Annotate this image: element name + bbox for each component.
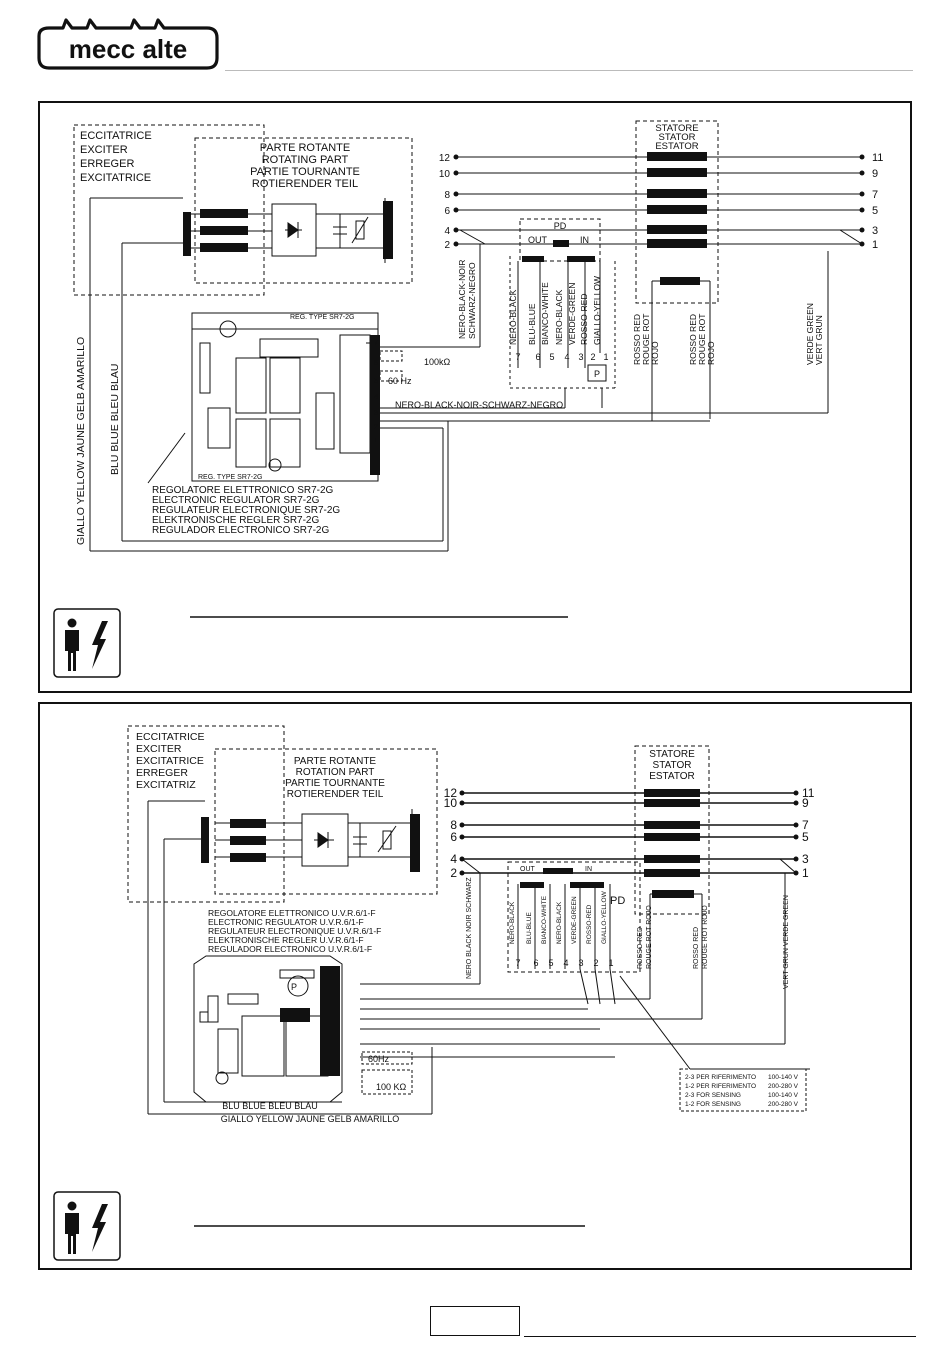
pd2-wire-5: ROSSO-RED	[586, 904, 593, 944]
reg-term-1: 1	[373, 436, 379, 445]
pd2-num-2: 2	[593, 958, 599, 968]
stator-label-0: STATORE	[655, 123, 699, 134]
terminal-1: 1	[872, 239, 879, 251]
rotating2-label-2: PARTIE TOURNANTE	[285, 778, 385, 789]
sensing-range-3: 200-280 V	[768, 1101, 798, 1108]
sensing-range-2: 100-140 V	[768, 1092, 798, 1099]
reg-type-bottom: REG. TYPE SR7-2G	[198, 474, 263, 481]
terminal-9: 9	[872, 168, 879, 180]
regulator2-label-1: ELECTRONIC REGULATOR U.V.R.6/1-F	[208, 917, 364, 927]
pot-label: 100kΩ	[424, 357, 451, 367]
rosso2-2: ROJO	[706, 341, 716, 365]
blu-wire-label: BLU BLUE BLEU BLAU	[109, 363, 121, 475]
terminal2-3: 3	[802, 852, 809, 866]
terminal2-11: 11	[802, 786, 815, 800]
reg-term-5: 5	[373, 376, 379, 385]
verde-0: VERDE GREEN	[805, 303, 815, 365]
regulator2-label-0: REGOLATORE ELETTRONICO U.V.R.6/1-F	[208, 908, 376, 918]
pd-in-label: IN	[580, 235, 589, 245]
vert-label: VERT GRUN VERDE GREEN	[783, 895, 790, 989]
giallo2-label: GIALLO YELLOW JAUNE GELB AMARILLO	[220, 1114, 400, 1124]
regulator-label-3: ELEKTRONISCHE REGLER SR7-2G	[152, 515, 320, 526]
rotating2-label-0: PARTE ROTANTE	[293, 756, 377, 767]
terminal-4: 4	[444, 226, 450, 237]
verde-1: VERT GRUN	[814, 315, 824, 365]
nero-black-noir-2: NERO BLACK NOIR SCHWARZ	[466, 877, 473, 979]
electrical-hazard-icon	[54, 609, 120, 677]
reg-term-2: 2	[373, 422, 379, 431]
exciter2-label-0: ECCITATRICE	[136, 731, 205, 743]
rosso2-a-0: ROSSO RED	[637, 926, 644, 969]
pd-num-3: 3	[578, 352, 584, 362]
regulator-label-2: REGULATEUR ELECTRONIQUE SR7-2G	[152, 505, 341, 516]
exciter-label-0: ECCITATRICE	[80, 130, 152, 142]
header-rule	[225, 70, 913, 71]
terminal2-9: 9	[802, 796, 809, 810]
pd2-num-3: 3	[578, 958, 584, 968]
page-number-box	[430, 1306, 520, 1336]
regulator2-label-2: REGULATEUR ELECTRONIQUE U.V.R.6/1-F	[208, 926, 382, 936]
rosso1-1: ROUGE ROT	[641, 313, 651, 365]
pd-out-label: OUT	[528, 235, 547, 245]
terminal-5: 5	[872, 205, 879, 217]
terminal2-7: 7	[802, 818, 809, 832]
pd2-out-label: OUT	[520, 866, 535, 873]
pd2-num-4: 4	[563, 958, 569, 968]
sensing-pins-3: 1-2 FOR SENSING	[685, 1101, 741, 1108]
pd2-wire-6: GIALLO-YELLOW	[601, 891, 608, 944]
exciter-label-2: ERREGER	[80, 158, 135, 170]
terminal2-4: 4	[450, 852, 457, 866]
stator-label-2: ESTATOR	[655, 141, 699, 152]
terminal2-5: 5	[802, 830, 809, 844]
sensing-range-1: 200-280 V	[768, 1083, 798, 1090]
pd-num-4: 4	[564, 352, 570, 362]
brand-name: mecc alte	[68, 34, 188, 64]
nero-black-noir-1: SCHWARZ-NEGRO	[467, 262, 477, 339]
terminal-12: 12	[438, 153, 450, 164]
rotating-label-1: ROTATING PART	[261, 154, 349, 166]
sensing-pins-2: 2-3 FOR SENSING	[685, 1092, 741, 1099]
regulator-label-4: REGULADOR ELECTRONICO SR7-2G	[152, 525, 330, 536]
pd2-wire-2: BIANCO-WHITE	[541, 895, 548, 944]
terminal-8: 8	[444, 190, 450, 201]
pd-wire-3: NERO-BLACK	[554, 289, 564, 345]
hz2-label: 60Hz	[368, 1054, 390, 1064]
stator2-label-0: STATORE	[649, 749, 695, 760]
rosso2-b-0: ROSSO RED	[693, 926, 700, 969]
regulator-label-0: REGOLATORE ELETTRONICO SR7-2G	[152, 485, 334, 496]
pd-wire-5: ROSSO-RED	[579, 293, 589, 345]
exciter2-label-3: ERREGER	[136, 767, 188, 779]
pd2-num-5: 5	[548, 958, 554, 968]
blu2-label: BLU BLUE BLEU BLAU	[222, 1101, 318, 1111]
rosso2-a-1: ROUGE ROT ROJO	[646, 905, 653, 969]
pd-num-1: 1	[603, 352, 609, 362]
exciter2-label-1: EXCITER	[136, 743, 182, 755]
terminal2-8: 8	[450, 818, 457, 832]
terminal2-12: 12	[443, 786, 457, 800]
pd2-num-1: 1	[608, 958, 614, 968]
diagram-sr7-panel	[38, 101, 912, 693]
pd2-in-label: IN	[585, 866, 592, 873]
bottom-wire-label: NERO-BLACK-NOIR-SCHWARZ-NEGRO	[395, 400, 564, 410]
rosso2-b-1: ROUGE ROT ROJO	[702, 905, 709, 969]
pd-wire-4: VERDE-GREEN	[567, 282, 577, 345]
rotating-label-2: PARTIE TOURNANTE	[250, 166, 360, 178]
terminal-11: 11	[872, 152, 884, 164]
terminal2-2: 2	[450, 866, 457, 880]
pd2-label: PD	[610, 895, 626, 907]
sensing-pins-0: 2-3 PER RIFERIMENTO	[685, 1074, 757, 1081]
regulator2-label-3: ELEKTRONISCHE REGLER U.V.R.6/1-F	[208, 935, 364, 945]
pd2-num-6: 6	[533, 958, 539, 968]
rotating-label-0: PARTE ROTANTE	[259, 142, 351, 154]
terminal2-6: 6	[450, 830, 457, 844]
stator-label-1: STATOR	[658, 132, 696, 143]
terminal-7: 7	[872, 189, 879, 201]
reg-term-3: 3	[373, 408, 379, 417]
exciter2-label-2: EXCITATRICE	[136, 755, 204, 767]
giallo-wire-label: GIALLO YELLOW JAUNE GELB AMARILLO	[75, 336, 87, 545]
diagram-uvr6-panel	[38, 702, 912, 1270]
pd-label: PD	[553, 221, 567, 231]
pd-num-2: 2	[590, 352, 596, 362]
pd-num-7: 7	[515, 352, 521, 362]
rosso2-1: ROUGE ROT	[697, 313, 707, 365]
regulator2-label-4: REGULADOR ELECTRONICO U.V.R.6/1-F	[208, 944, 373, 954]
pd-wire-1: BLU-BLUE	[527, 303, 537, 345]
reg-term-7: 7	[373, 338, 379, 347]
reg-type-top: REG. TYPE SR7-2G	[290, 314, 355, 321]
stator2-label-1: STATOR	[652, 760, 692, 771]
reg-term-4: 4	[373, 392, 379, 401]
exciter-label-1: EXCITER	[80, 144, 128, 156]
pd2-num-7: 7	[515, 958, 521, 968]
terminal-6: 6	[444, 206, 450, 217]
pd2-wire-1: BLU-BLUE	[526, 912, 533, 944]
reg-term-6: 6	[373, 358, 379, 367]
pd-p-label: P	[593, 369, 601, 379]
pd-wire-2: BIANCO-WHITE	[540, 282, 550, 345]
sensing-range-0: 100-140 V	[768, 1074, 798, 1081]
rosso2-0: ROSSO RED	[688, 313, 698, 365]
electrical-hazard-icon-2	[54, 1192, 120, 1260]
rosso1-0: ROSSO RED	[632, 313, 642, 365]
wiring-diagram-sr7	[40, 103, 914, 695]
terminal-3: 3	[872, 225, 879, 237]
pot2-label: 100 KΩ	[376, 1082, 407, 1092]
sensing-pins-1: 1-2 PER RIFERIMENTO	[685, 1083, 757, 1090]
reg2-p-label: P	[290, 982, 298, 992]
regulator-label-1: ELECTRONIC REGULATOR SR7-2G	[152, 495, 320, 506]
exciter-label-3: EXCITATRICE	[80, 172, 152, 184]
pd-wire-0: NERO-BLACK	[508, 289, 518, 345]
rotating2-label-1: ROTATION PART	[295, 767, 375, 778]
pd2-wire-0: NERO-BLACK	[509, 901, 516, 944]
nero-black-noir-0: NERO-BLACK-NOIR	[457, 259, 467, 339]
exciter2-label-4: EXCITATRIZ	[136, 779, 196, 791]
pd2-wire-4: VERDE-GREEN	[571, 896, 578, 944]
terminal2-10: 10	[443, 796, 457, 810]
brand-logo	[35, 18, 221, 70]
pd-num-5: 5	[549, 352, 555, 362]
stator2-label-2: ESTATOR	[649, 771, 695, 782]
terminal-10: 10	[438, 169, 450, 180]
rotating-label-3: ROTIERENDER TEIL	[251, 178, 359, 190]
terminal2-1: 1	[802, 866, 809, 880]
wiring-diagram-uvr6	[40, 704, 914, 1272]
hz-label: 60 Hz	[388, 376, 412, 386]
rotating2-label-3: ROTIERENDER TEIL	[286, 789, 384, 800]
pd-wire-6: GIALLO-YELLOW	[592, 276, 602, 345]
terminal-2: 2	[444, 240, 450, 251]
pd-num-6: 6	[535, 352, 541, 362]
footer-rule	[524, 1336, 916, 1337]
pd2-wire-3: NERO-BLACK	[556, 901, 563, 944]
rosso1-2: ROJO	[650, 341, 660, 365]
